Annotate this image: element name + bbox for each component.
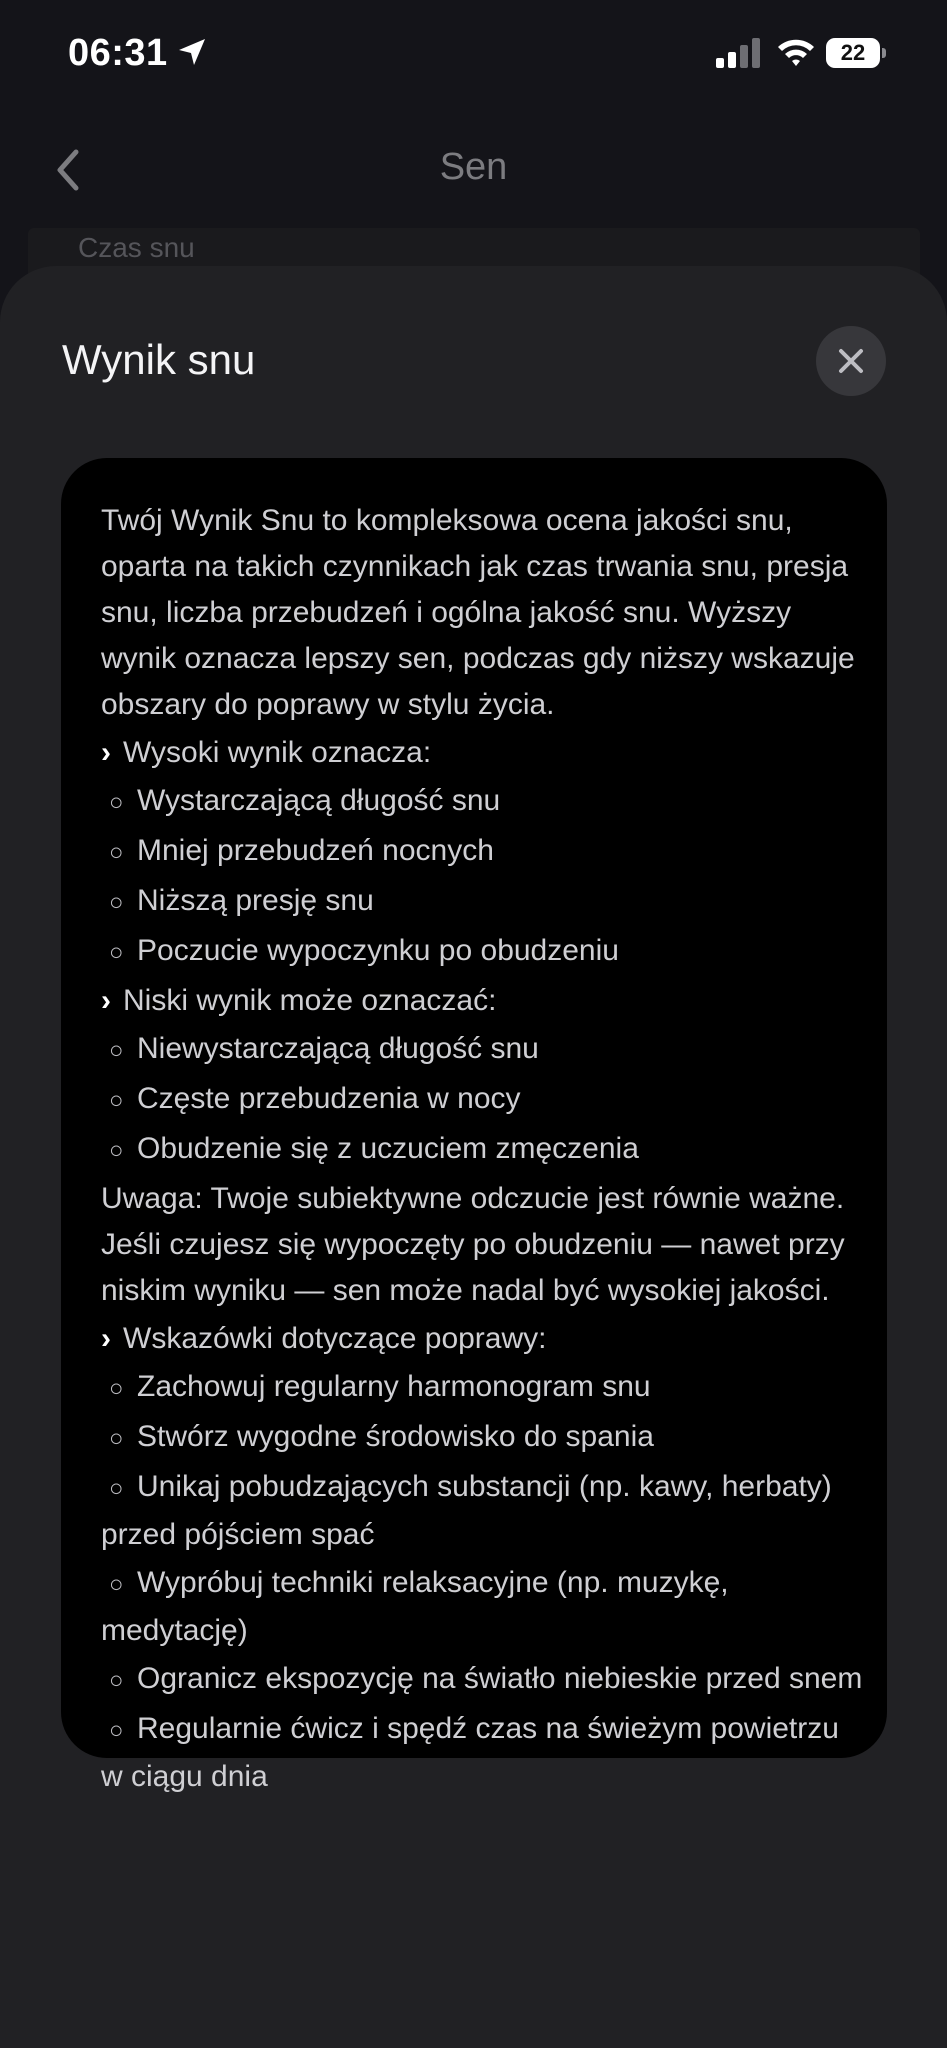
high-score-section <box>101 730 863 976</box>
bullet-icon: ○ <box>109 939 124 966</box>
bullet-icon: ○ <box>109 1137 124 1164</box>
tips-section <box>101 1316 863 1800</box>
sleep-time-label: Czas snu <box>78 232 195 263</box>
note-text: Uwaga: Twoje subiektywne odczucie jest równie ważne. Jeśli czujesz się wypoczęty po obudzeniu — nawet przy niskim wyniku — sen może nadal być wysokiej jakości. <box>101 1182 845 1307</box>
bullet-icon: ○ <box>109 1425 124 1452</box>
battery-indicator <box>826 38 884 68</box>
list-item: ○ Poczucie wypoczynku po obudzeniu <box>101 928 863 976</box>
bullet-icon: ○ <box>109 789 124 816</box>
list-item: ○ Częste przebudzenia w nocy <box>101 1076 863 1124</box>
bullet-icon: ○ <box>109 1037 124 1064</box>
tips-heading: Wskazówki dotyczące poprawy: <box>123 1322 547 1355</box>
list-item: ○ Unikaj pobudzających substancji (np. kawy, herbaty) przed pójściem spać <box>101 1464 863 1558</box>
wifi-icon <box>776 36 816 68</box>
info-text <box>101 498 863 1802</box>
bullet-icon: ○ <box>109 1571 124 1598</box>
location-arrow-icon <box>176 36 208 68</box>
list-item: ○ Regularnie ćwicz i spędź czas na świeżym powietrzu w ciągu dnia <box>101 1706 863 1800</box>
bullet-icon: ○ <box>109 1375 124 1402</box>
sleep-score-sheet <box>0 266 947 2048</box>
bullet-icon: ○ <box>109 1667 124 1694</box>
chevron-right-icon: › <box>101 736 111 769</box>
chevron-right-icon: › <box>101 984 111 1017</box>
list-item: ○ Stwórz wygodne środowisko do spania <box>101 1414 863 1462</box>
info-card[interactable] <box>61 458 887 1793</box>
close-button[interactable] <box>816 326 886 396</box>
bullet-icon: ○ <box>109 889 124 916</box>
list-item: ○ Niewystarczającą długość snu <box>101 1026 863 1074</box>
status-time: 06:31 <box>68 32 168 74</box>
list-item: ○ Mniej przebudzeń nocnych <box>101 828 863 876</box>
cellular-signal-icon <box>716 38 760 68</box>
list-item: ○ Ogranicz ekspozycję na światło niebieskie przed snem <box>101 1656 863 1704</box>
sheet-title: Wynik snu <box>62 336 256 383</box>
high-score-heading: Wysoki wynik oznacza: <box>123 736 432 769</box>
low-score-heading: Niski wynik może oznaczać: <box>123 984 497 1017</box>
bullet-icon: ○ <box>109 1475 124 1502</box>
list-item: ○ Wypróbuj techniki relaksacyjne (np. muzykę, medytację) <box>101 1560 863 1654</box>
list-item: ○ Niższą presję snu <box>101 878 863 926</box>
chevron-right-icon: › <box>101 1322 111 1355</box>
page-title: Sen <box>439 146 508 188</box>
page-header <box>0 110 947 230</box>
intro-text: Twój Wynik Snu to kompleksowa ocena jakości snu, oparta na takich czynnikach jak czas trwania snu, presja snu, liczba przebudzeń i ogólna jakość snu. Wyższy wynik oznacza lepszy sen, podczas gdy niższy wskazuje obszary do poprawy w stylu życia. <box>101 504 855 721</box>
list-item: ○ Wystarczającą długość snu <box>101 778 863 826</box>
close-icon <box>838 348 864 374</box>
status-bar <box>0 0 947 110</box>
low-score-section <box>101 978 863 1174</box>
bullet-icon: ○ <box>109 839 124 866</box>
bullet-icon: ○ <box>109 1717 124 1744</box>
list-item: ○ Obudzenie się z uczuciem zmęczenia <box>101 1126 863 1174</box>
battery-level: 22 <box>840 40 866 65</box>
list-item: ○ Zachowuj regularny harmonogram snu <box>101 1364 863 1412</box>
bullet-icon: ○ <box>109 1087 124 1114</box>
